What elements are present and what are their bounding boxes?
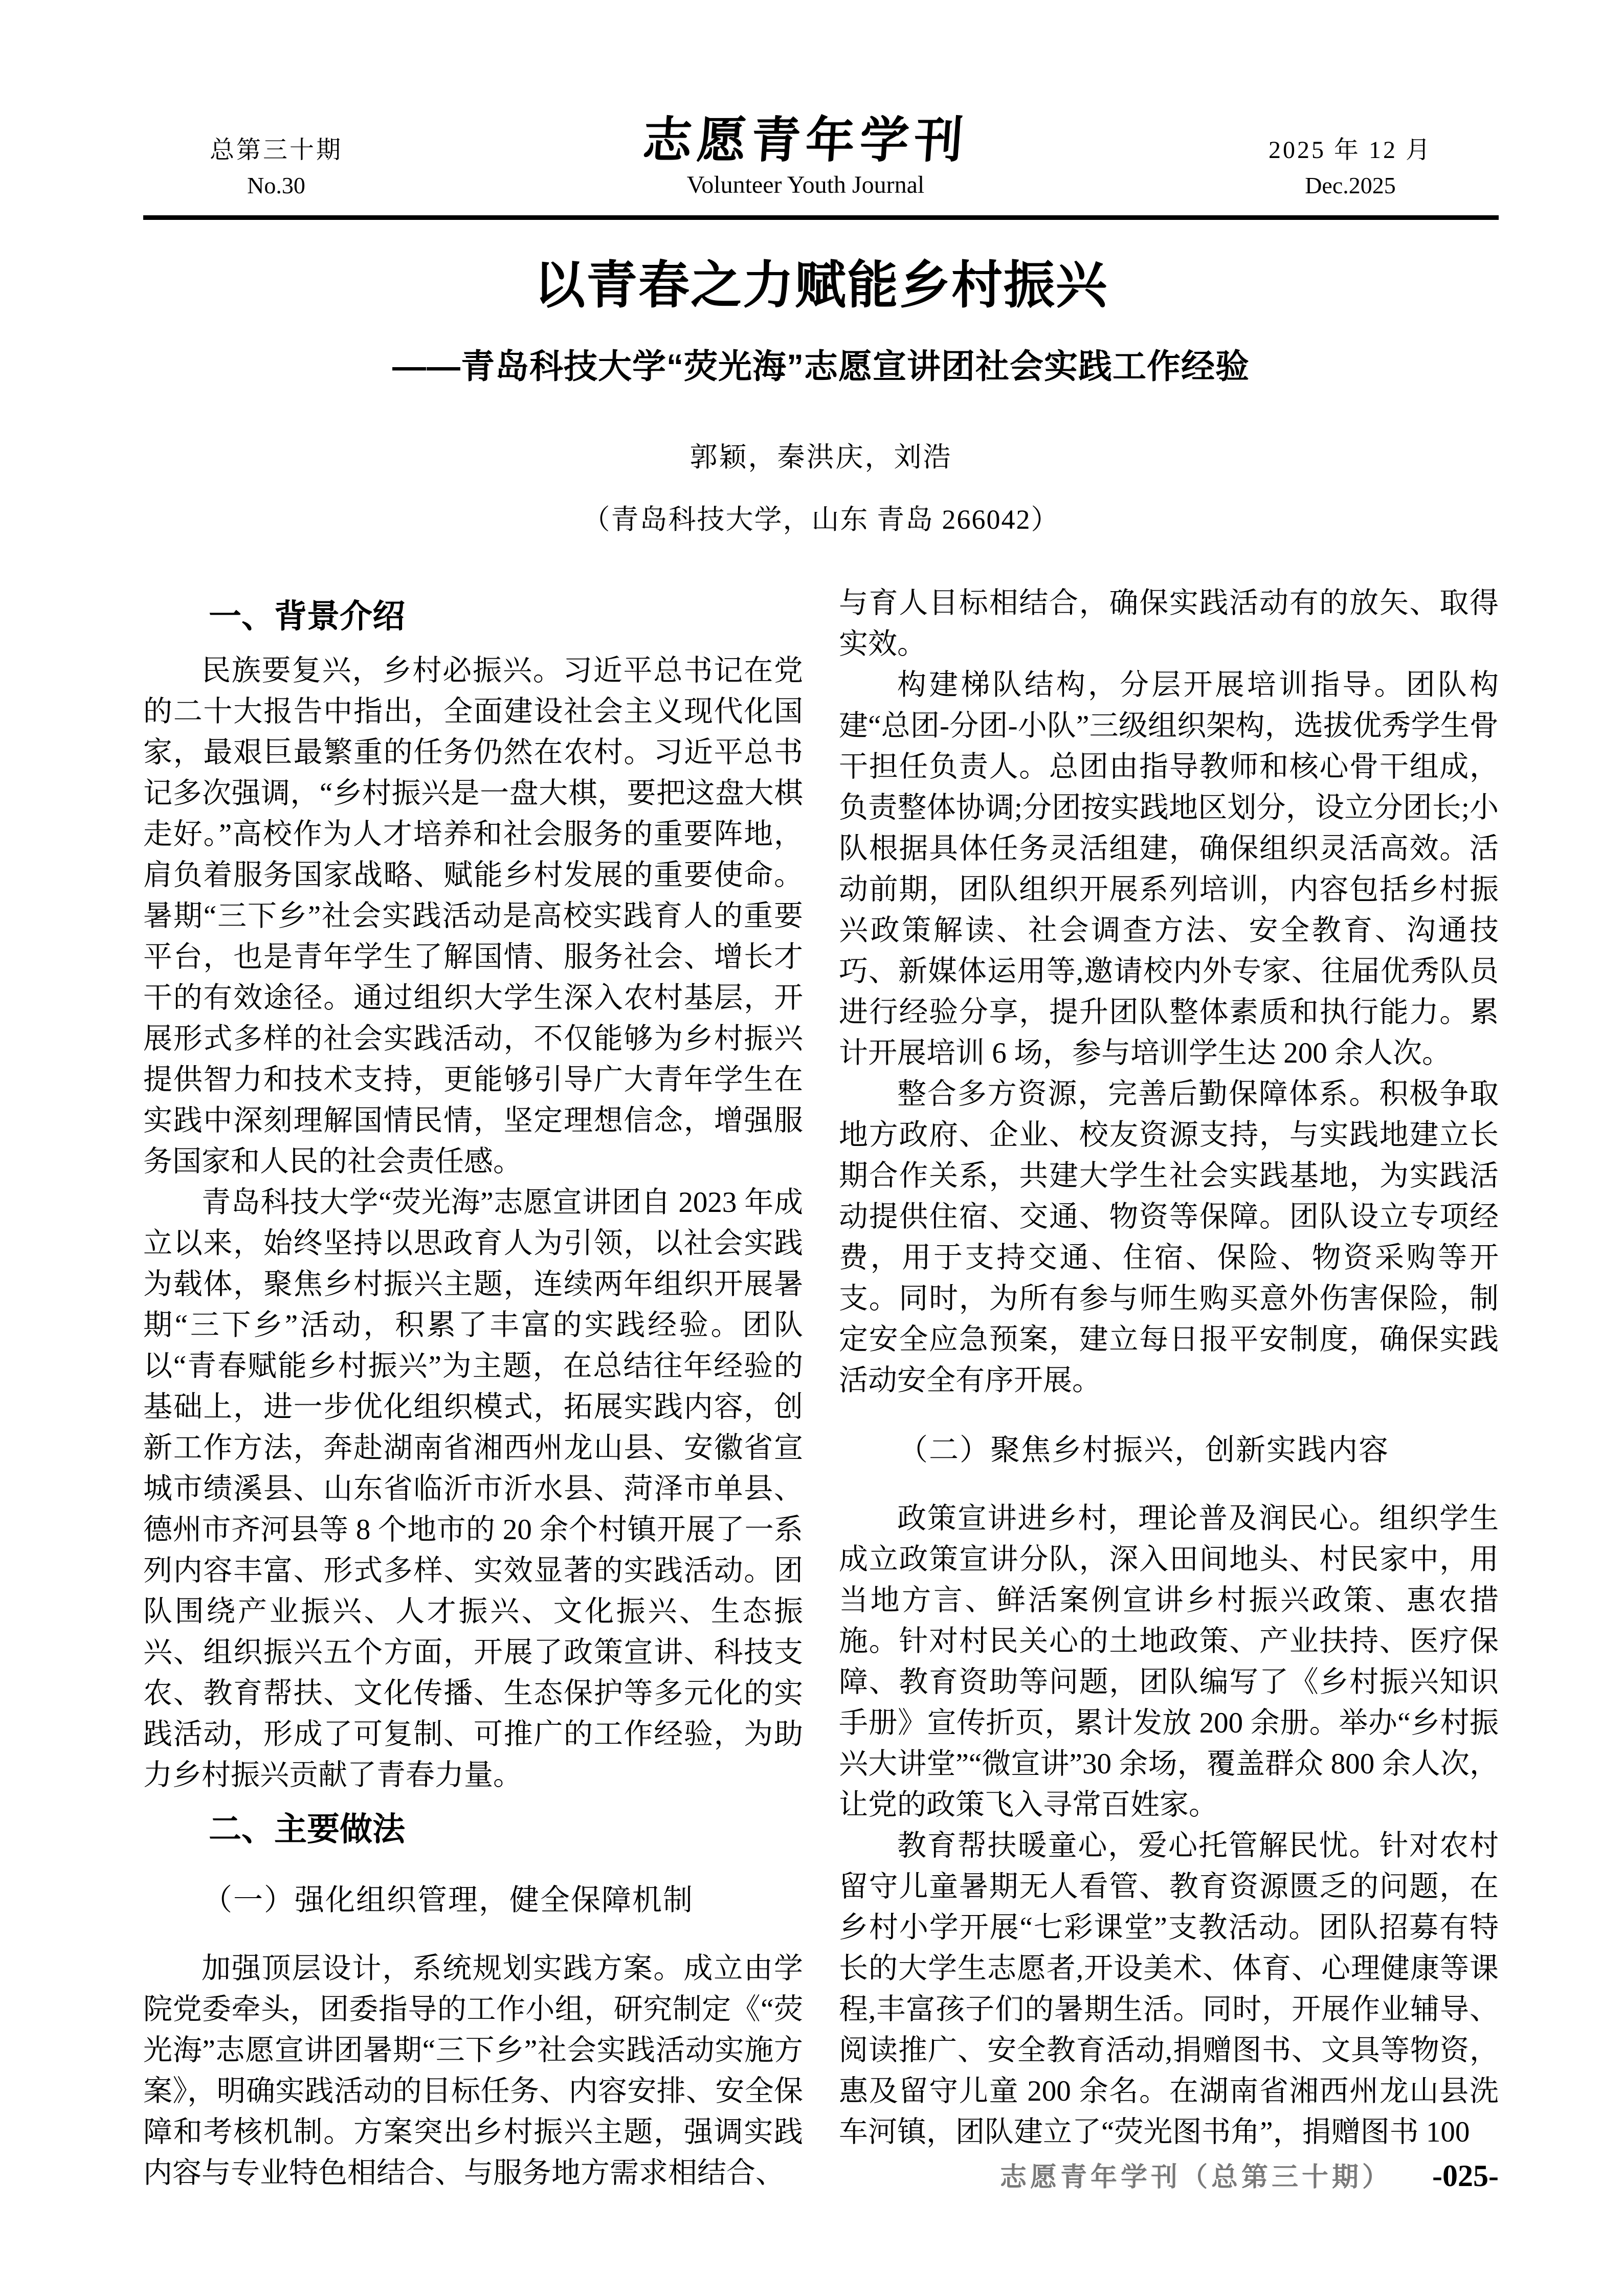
- section-heading: 二、主要做法: [209, 1811, 405, 1848]
- right-column: [839, 583, 1499, 2194]
- body-paragraph: 整合多方资源，完善后勤保障体系。积极争取地方政府、企业、校友资源支持，与实践地建立长期合作关系，共建大学生社会实践基地，为实践活动提供住宿、交通、物资等保障。团队设立专项经费，用于支持交通、住宿、保险、物资采购等开支。同时，为所有参与师生购买意外伤害保险，制定安全应急预案，建立每日报平安制度，确保实践活动安全有序开展。: [839, 1078, 1499, 1397]
- footer-page-number: -025-: [1432, 2159, 1499, 2193]
- subsection-heading: （二）聚焦乡村振兴，创新实践内容: [898, 1433, 1390, 1467]
- section-heading: 一、背景介绍: [209, 598, 405, 635]
- issue-number-en: No.30: [247, 172, 305, 198]
- journal-logo-calligraphy: 志愿青年学刊: [641, 113, 970, 168]
- masthead-issue: [210, 134, 343, 201]
- body-paragraph: 青岛科技大学“荧光海”志愿宣讲团自 2023 年成立以来，始终坚持以思政育人为引领，以社会实践为载体，聚焦乡村振兴主题，连续两年组织开展暑期“三下乡”活动，积累了丰富的实践经验。团队以“青春赋能乡村振兴”为主题，在总结往年经验的基础上，进一步优化组织模式，拓展实践内容，创新工作方法，奔赴湖南省湘西州龙山县、安徽省宣城市绩溪县、山东省临沂市沂水县、菏泽市单县、德州市齐河县等 8 个地市的 20 余个村镇开展了一系列内容丰富、形式多样、实效显著的实践活动。团队围绕产业振兴、人才振兴、文化振兴、生态振兴、组织振兴五个方面，开展了政策宣讲、科技支农、教育帮扶、文化传播、生态保护等多元化的实践活动，形成了可复制、可推广的工作经验，为助力乡村振兴贡献了青春力量。: [143, 1186, 803, 1791]
- subsection-heading: （一）强化组织管理，健全保障机制: [203, 1883, 694, 1917]
- body-paragraph: 与育人目标相结合，确保实践活动有的放矢、取得实效。: [839, 587, 1499, 660]
- article-authors: 郭颖，秦洪庆，刘浩: [689, 442, 952, 472]
- journal-name-en: Volunteer Youth Journal: [686, 171, 925, 198]
- body-paragraph: 民族要复兴，乡村必振兴。习近平总书记在党的二十大报告中指出，全面建设社会主义现代化国家，最艰巨最繁重的任务仍然在农村。习近平总书记多次强调，“乡村振兴是一盘大棋，要把这盘大棋走好。”高校作为人才培养和社会服务的重要阵地，肩负着服务国家战略、赋能乡村发展的重要使命。暑期“三下乡”社会实践活动是高校实践育人的重要平台，也是青年学生了解国情、服务社会、增长才干的有效途径。通过组织大学生深入农村基层，开展形式多样的社会实践活动，不仅能够为乡村振兴提供智力和技术支持，更能够引导广大青年学生在实践中深刻理解国情民情，坚定理想信念，增强服务国家和人民的社会责任感。: [143, 655, 803, 1178]
- page-content: [143, 115, 1499, 2194]
- masthead-date: [1269, 134, 1432, 201]
- body-paragraph: 政策宣讲进乡村，理论普及润民心。组织学生成立政策宣讲分队，深入田间地头、村民家中，用当地方言、鲜活案例宣讲乡村振兴政策、惠农措施。针对村民关心的土地政策、产业扶持、医疗保障、教育资助等问题，团队编写了《乡村振兴知识手册》宣传折页，累计发放 200 余册。举办“乡村振兴大讲堂”“微宣讲”30 余场，覆盖群众 800 余人次，让党的政策飞入寻常百姓家。: [839, 1502, 1499, 1821]
- masthead: [143, 115, 1499, 201]
- masthead-journal: [643, 115, 968, 201]
- issue-number-cn: 总第三十期: [210, 137, 343, 164]
- body-paragraph: 加强顶层设计，系统规划实践方案。成立由学院党委牵头，团委指导的工作小组，研究制定《“荧光海”志愿宣讲团暑期“三下乡”社会实践活动实施方案》，明确实践活动的目标任务、内容安排、安全保障和考核机制。方案突出乡村振兴主题，强调实践内容与专业特色相结合、与服务地方需求相结合、: [143, 1952, 803, 2189]
- page-footer: [1000, 2155, 1499, 2194]
- left-column: [143, 583, 803, 2194]
- article-subtitle: ——青岛科技大学“荧光海”志愿宣讲团社会实践工作经验: [392, 347, 1250, 385]
- article-title: 以青春之力赋能乡村振兴: [534, 257, 1108, 314]
- body-paragraph: 教育帮扶暖童心，爱心托管解民忧。针对农村留守儿童暑期无人看管、教育资源匮乏的问题，在乡村小学开展“七彩课堂”支教活动。团队招募有特长的大学生志愿者,开设美术、体育、心理健康等课程,丰富孩子们的暑期生活。同时，开展作业辅导、阅读推广、安全教育活动,捐赠图书、文具等物资，惠及留守儿童 200 余名。在湖南省湘西州龙山县洗车河镇，团队建立了“荧光图书角”，捐赠图书 100: [839, 1830, 1499, 2148]
- footer-journal-ref: 志愿青年学刊（总第三十期）: [1000, 2163, 1393, 2192]
- article-affiliation: （青岛科技大学，山东 青岛 266042）: [582, 504, 1060, 535]
- issue-date-cn: 2025 年 12 月: [1268, 137, 1432, 164]
- body-paragraph: 构建梯队结构，分层开展培训指导。团队构建“总团-分团-小队”三级组织架构，选拔优秀学生骨干担任负责人。总团由指导教师和核心骨干组成，负责整体协调;分团按实践地区划分，设立分团长;小队根据具体任务灵活组建，确保组织灵活高效。活动前期，团队组织开展系列培训，内容包括乡村振兴政策解读、社会调查方法、安全教育、沟通技巧、新媒体运用等,邀请校内外专家、往届优秀队员进行经验分享，提升团队整体素质和执行能力。累计开展培训 6 场，参与培训学生达 200 余人次。: [839, 669, 1499, 1069]
- header-rule: [143, 215, 1499, 220]
- article-body: [143, 583, 1499, 2194]
- issue-date-en: Dec.2025: [1305, 172, 1396, 198]
